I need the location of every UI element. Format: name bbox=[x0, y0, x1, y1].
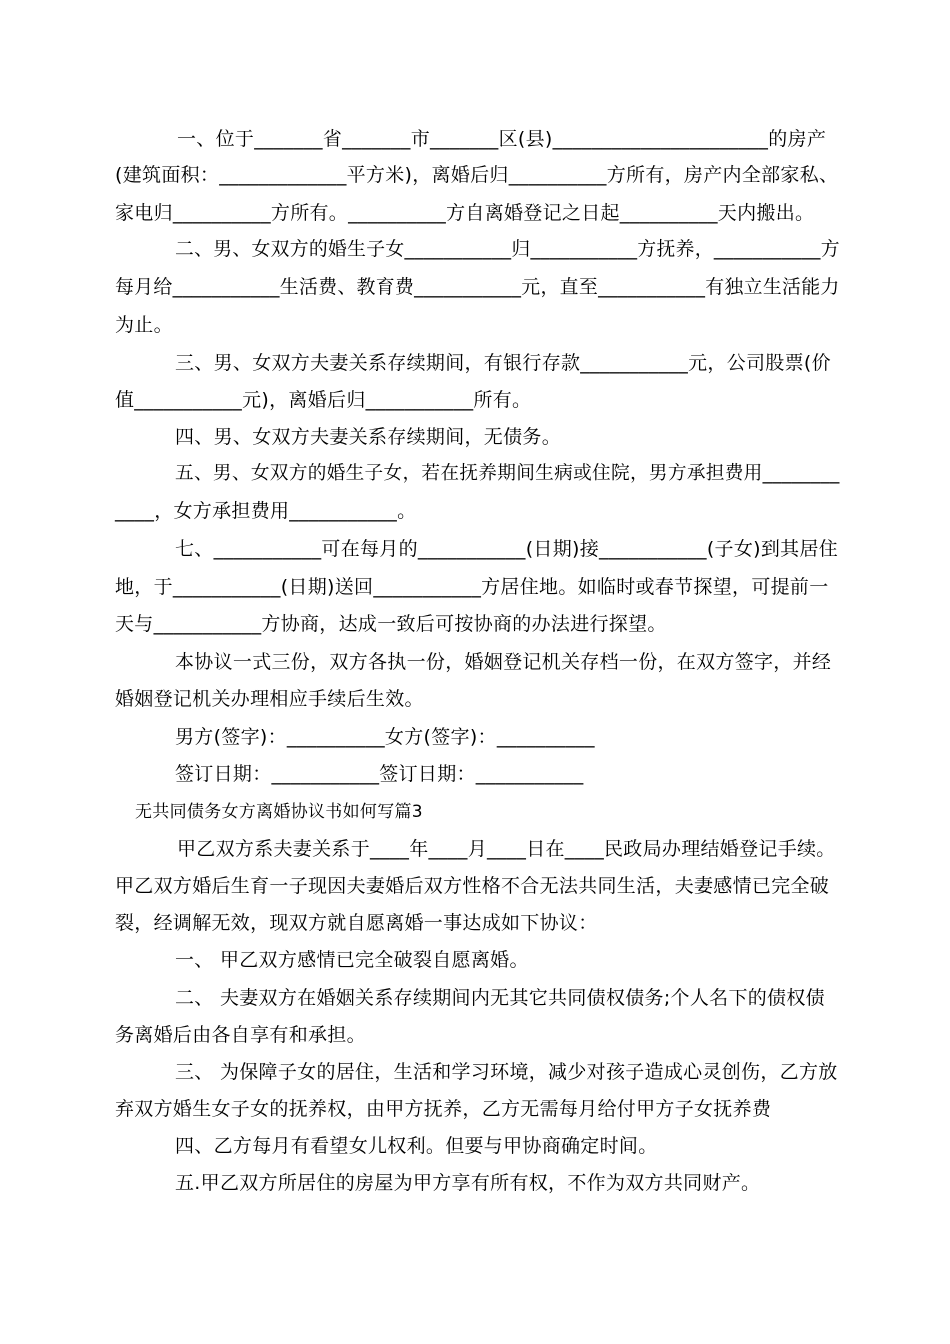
text-line: 值___________元)，离婚后归___________所有。 bbox=[115, 389, 532, 411]
text-line: 本协议一式三份，双方各执一份，婚姻登记机关存档一份，在双方签字，并经 bbox=[175, 651, 832, 673]
text-line: 一、位于_______省_______市_______区(县)______________________的房产 bbox=[177, 128, 827, 150]
text-line: 家电归__________方所有。__________方自离婚登记之日起__________天内搬出。 bbox=[115, 202, 815, 224]
signature-line: 男方(签字)：__________女方(签字)：__________ bbox=[175, 726, 595, 748]
text-line: ____，女方承担费用___________。 bbox=[115, 500, 417, 522]
text-line: 二、男、女双方的婚生子女___________归___________方抚养，___________方 bbox=[175, 239, 840, 260]
text-line: 四、男、女双方夫妻关系存续期间，无债务。 bbox=[175, 426, 562, 448]
text-line: 四、乙方每月有看望女儿权利。但要与甲协商确定时间。 bbox=[175, 1135, 658, 1157]
text-line: 七、___________可在每月的___________(日期)接___________(子女)到其居住 bbox=[175, 538, 839, 560]
text-line: 为止。 bbox=[115, 314, 173, 336]
text-line: 三、 为保障子女的居住，生活和学习环境，减少对孩子造成心灵创伤，乙方放 bbox=[175, 1061, 838, 1083]
text-line: (建筑面积：_____________平方米)，离婚后归__________方所有，房产内全部家私、 bbox=[115, 164, 839, 186]
text-line: 甲乙双方系夫妻关系于____年____月____日在____民政局办理结婚登记手续。 bbox=[177, 838, 836, 860]
text-line: 天与___________方协商，达成一致后可按协商的办法进行探望。 bbox=[115, 613, 667, 635]
text-line: 裂，经调解无效，现双方就自愿离婚一事达成如下协议： bbox=[115, 912, 598, 934]
text-line: 五.甲乙双方所居住的房屋为甲方享有所有权，不作为双方共同财产。 bbox=[175, 1172, 761, 1194]
text-line: 弃双方婚生女子女的抚养权，由甲方抚养，乙方无需每月给付甲方子女抚养费 bbox=[115, 1098, 772, 1120]
text-line: 婚姻登记机关办理相应手续后生效。 bbox=[115, 688, 424, 710]
text-line: 五、男、女双方的婚生子女，若在抚养期间生病或住院，男方承担费用________ bbox=[175, 463, 840, 484]
text-line: 地，于___________(日期)送回___________方居住地。如临时或春节探望，可提前一 bbox=[115, 576, 829, 598]
text-line: 三、男、女双方夫妻关系存续期间，有银行存款___________元，公司股票(价 bbox=[175, 352, 831, 374]
text-line: 二、 夫妻双方在婚姻关系存续期间内无其它共同债权债务;个人名下的债权债 bbox=[175, 987, 825, 1009]
signing-date-line: 签订日期：___________签订日期：___________ bbox=[175, 763, 584, 785]
text-line: 甲乙双方婚后生育一子现因夫妻婚后双方性格不合无法共同生活，夫妻感情已完全破 bbox=[115, 875, 830, 897]
text-line: 每月给___________生活费、教育费___________元，直至___________有独立生活能力 bbox=[115, 276, 840, 298]
section-heading: 无共同债务女方离婚协议书如何写篇3 bbox=[135, 802, 423, 822]
text-line: 一、 甲乙双方感情已完全破裂自愿离婚。 bbox=[175, 949, 529, 971]
text-line: 务离婚后由各自享有和承担。 bbox=[115, 1024, 366, 1046]
